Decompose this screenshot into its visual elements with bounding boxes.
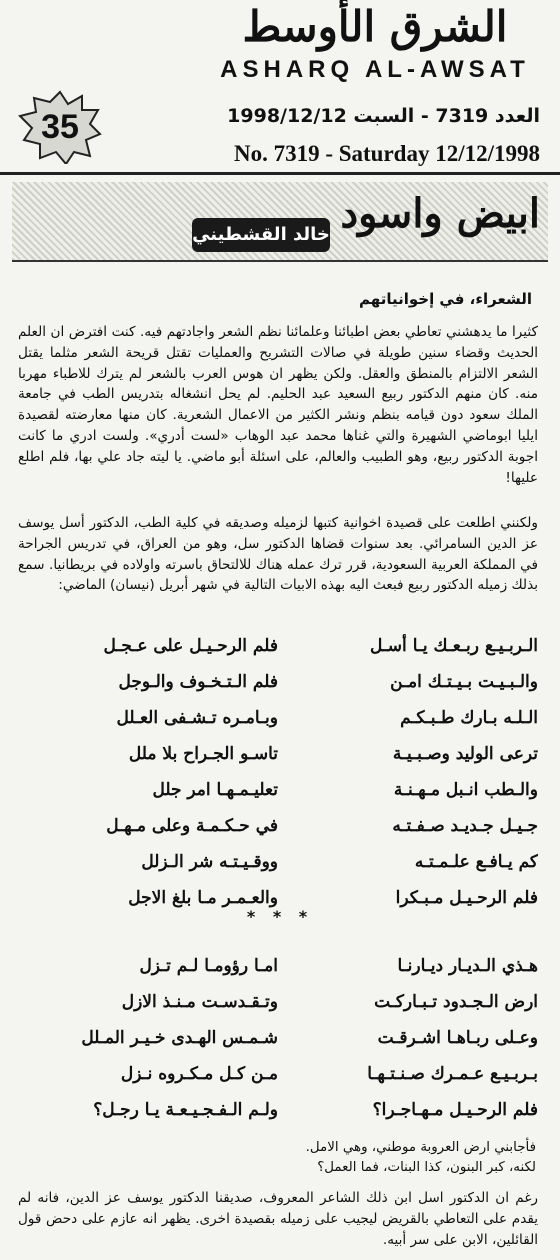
verse-row: [18, 628, 538, 664]
verse-first-hemistich: والـطب انـبل مـهـنـة: [393, 780, 538, 800]
verse-second-hemistich: ووقـيـتـه شر الـزلل: [141, 852, 278, 872]
closing-lines: [116, 1138, 536, 1178]
verse-row: [18, 1092, 538, 1128]
verse-first-hemistich: هـذي الـديـار ديـارنـا: [397, 956, 538, 976]
column-header: [12, 182, 548, 262]
verse-row: [18, 984, 538, 1020]
newspaper-logo-arabic: الشرق الأوسط: [242, 2, 508, 51]
masthead-divider: [0, 172, 560, 175]
article-paragraph-2: ولكنني اطلعت على قصيدة اخوانية كتبها لزميله وصديقه في كلية الطب، الدكتور أسل يوسف عز الدين السامرائي. بعد سنوات قضاها الدكتور سل، وهو من العراق، في تدريس الجراحة في المملكة العربية السعودية، قرر ترك عمله هناك للالتحاق باسرته واولاده في بريطانيا. سمع بذلك زميله الدكتور ربيع فبعث اليه بهذه الابيات التالية في شهر أبريل (نيسان) الماضي:: [18, 515, 538, 594]
masthead: [0, 0, 560, 178]
verse-row: [18, 948, 538, 984]
verse-second-hemistich: ولـم الـفـجـيـعـة يـا رجـل؟: [93, 1100, 278, 1120]
verse-first-hemistich: بـربـيـع عـمـرك صـنـتـهـا: [367, 1064, 538, 1084]
section-separator: * * *: [246, 907, 314, 926]
verse-row: [18, 1020, 538, 1056]
verse-first-hemistich: فلم الرحـيـل مـهـاجـرا؟: [372, 1100, 538, 1120]
verse-row: [18, 736, 538, 772]
verse-second-hemistich: في حـكـمـة وعلى مـهـل: [106, 816, 278, 836]
verse-second-hemistich: تاسـو الجـراح بلا ملل: [128, 744, 278, 764]
article-paragraph-1: كثيرا ما يدهشني تعاطي بعض اطبائنا وعلمائنا نظم الشعر واجادتهم فيه. كنت افترض ان العلم الحديث وقضاء سنين طويلة في صالات التشريح والعمليات تقتل قريحة الشعر مثلما يقتل الشعر الالتزام بالمنطق والعقل. ولكن يظهر ان هوس العرب بالشعر لم يترك للاطباء مهربا منه. كان منهم الدكتور ربيع السعيد عبد الحليم. لم يحل انشغاله بتدريس الطب في جامعة الملك سعود دون قيامه بنظم ونشر الكثير من الاعمال الشعرية. كان منها معارضته لقصيدة ايليا ابوماضي الشهيرة والتي غناها محمد عبد الوهاب «لست أدري». ولست ادري ما كانت اجوبة الدكتور ربيع، وهو الطبيب والعالم، على اسئلة أبو ماضي. يا ليته جاد علي بها، فلم اطلع عليها!: [18, 324, 538, 486]
poem-part-2: [18, 948, 538, 1128]
closing-line: لكنه، كبر البنون، كذا البنات، فما العمل؟: [317, 1160, 536, 1175]
verse-first-hemistich: جـيـل جـديـد صـفـتـه: [392, 816, 538, 836]
verse-row: [18, 844, 538, 880]
verse-first-hemistich: كم يـافـع علـمـتـه: [414, 852, 538, 872]
page-number-badge: [18, 90, 102, 164]
verse-second-hemistich: وبـامـره تـشـفى العـلل: [116, 708, 278, 728]
verse-second-hemistich: شـمـس الهـدى خـيـر المـلل: [81, 1028, 278, 1048]
verse-second-hemistich: فلم الرحـيـل على عـجـل: [103, 636, 278, 656]
verse-row: [18, 1056, 538, 1092]
verse-first-hemistich: ارض الـجـدود تـبـاركـت: [374, 992, 538, 1012]
closing-line: فأجابني ارض العروبة موطني، وهي الامل.: [305, 1140, 536, 1155]
article-paragraph-3: رغم ان الدكتور اسل ابن ذلك الشاعر المعروف، صديقنا الدكتور يوسف عز الدين، فانه لم يقدم على التعاطي بالقريض ليجيب على زميله بقصيدة اخرى. يظهر انه عازم على دحض قول القائلين، الابن على سر أبيه.: [18, 1190, 538, 1248]
verse-second-hemistich: مـن كـل مـكـروه نـزل: [120, 1064, 278, 1084]
verse-row: [18, 664, 538, 700]
verse-second-hemistich: تعليـمـهـا امر جلل: [152, 780, 278, 800]
issue-info-arabic: العدد 7319 - السبت 1998/12/12: [227, 105, 540, 127]
author-byline: خالد القشطيني: [192, 218, 330, 252]
verse-first-hemistich: والـبـيـت بـيـتـك امـن: [390, 672, 538, 692]
verse-second-hemistich: فلم الـتـخـوف والـوجل: [118, 672, 278, 692]
issue-info-english: No. 7319 - Saturday 12/12/1998: [233, 141, 540, 166]
verse-second-hemistich: والعـمـر مـا بلغ الاجل: [128, 888, 278, 908]
page-number: 35: [41, 108, 79, 146]
verse-first-hemistich: الـلـه بـارك طـبـكـم: [400, 708, 538, 728]
verse-first-hemistich: فلم الرحـيـل مـبـكرا: [395, 888, 538, 908]
verse-second-hemistich: وتـقـدسـت مـنـذ الازل: [121, 992, 278, 1012]
poem-part-1: [18, 628, 538, 916]
column-title: ابيض واسود: [340, 190, 540, 237]
verse-row: [18, 772, 538, 808]
verse-first-hemistich: الـربـيـع ربـعـك يـا أسـل: [369, 636, 538, 656]
newspaper-logo-english: ASHARQ AL-AWSAT: [220, 56, 530, 83]
verse-first-hemistich: وعـلى ربـاهـا اشـرقـت: [377, 1028, 538, 1048]
verse-row: [18, 808, 538, 844]
verse-first-hemistich: ترعى الوليد وصـبـيـة: [392, 744, 538, 764]
verse-second-hemistich: امـا رؤومـا لـم تـزل: [139, 956, 278, 976]
verse-row: [18, 700, 538, 736]
article-subheading: الشعراء، في إخوانياتهم: [359, 290, 532, 308]
